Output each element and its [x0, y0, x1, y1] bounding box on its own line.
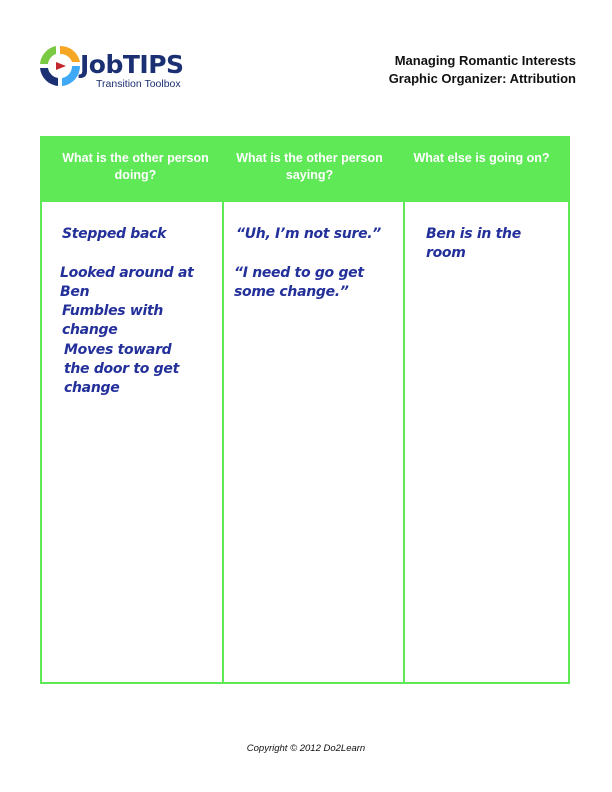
list-item: Looked around at Ben [60, 265, 194, 300]
page-title [389, 52, 576, 88]
list-item: Moves toward the door to get change [64, 342, 179, 396]
list-item: “I need to go get some change.” [234, 265, 364, 300]
title-line-1: Managing Romantic Interests [394, 53, 576, 68]
column-divider [403, 202, 405, 682]
copyright-footer: Copyright © 2012 Do2Learn [246, 743, 366, 754]
header-row [42, 138, 568, 202]
list-item: Stepped back [62, 226, 167, 242]
jobtips-logo [36, 42, 186, 98]
logo-swirl-icon [36, 42, 84, 94]
column-header-else: What else is going on? [413, 151, 550, 165]
logo-subtitle: Transition Toolbox [96, 78, 181, 90]
title-line-2: Graphic Organizer: Attribution [388, 71, 576, 86]
attribution-organizer-table [40, 136, 570, 684]
logo-name: JobTIPS [80, 50, 184, 79]
list-item: Ben is in the room [426, 226, 521, 261]
list-item: “Uh, I’m not sure.” [236, 226, 382, 242]
list-item: Fumbles with change [62, 303, 164, 338]
column-header-doing: What is the other person doing? [62, 151, 209, 182]
column-header-saying: What is the other person saying? [236, 151, 383, 182]
